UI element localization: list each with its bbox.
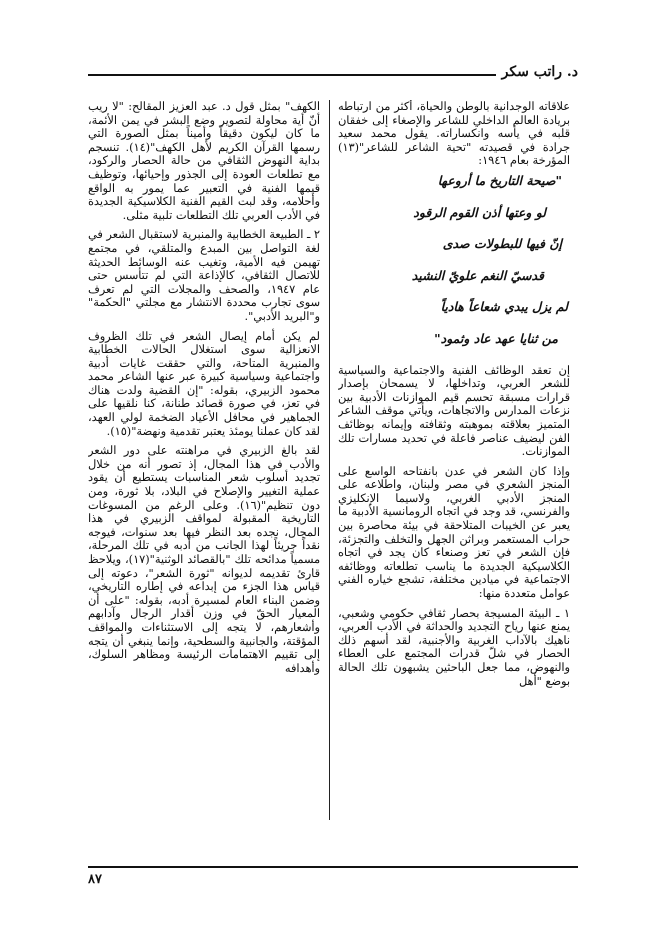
column-divider bbox=[329, 100, 330, 820]
footer-rule bbox=[88, 866, 578, 868]
header-rule bbox=[88, 74, 496, 76]
paragraph: لم يكن أمام إيصال الشعر في تلك الظروف الانعزالية سوى استغلال الحالات الخطابية والمنبرية المتاحة، والتي حققت غايات أدبية واجتماعية وسياسية كبيرة عبر عنها الشاعر محمد محمود الزبيري، بقوله: "إن القضية ولدت هناك في تعز، في صورة قصائد طنانة، كنا نلقيها على الجماهير في محافل الأعياد الضخمة لولي العهد، لقد كان عملنا يومئذ يعتبر تقدمية ونهضة"(١٥). bbox=[88, 329, 320, 438]
poem-line: لم يزل يبدي شعاعاً هادياً bbox=[440, 299, 568, 315]
header-author: د. راتب سكر bbox=[501, 64, 578, 80]
poem-block bbox=[338, 174, 570, 346]
poem-line: من ثنايا عهد عاد وثمود" bbox=[434, 330, 558, 346]
poem-line: "صيحة التاريخ ما أروعها bbox=[437, 172, 562, 188]
paragraph: الكهف" بمثل قول د. عبد العزيز المقالح: "لا ريب أنّ أية محاولة لتصوير وضع البشر في يمن الأئمة، ما كان ليكون دقيقاً وأميناً بمثل الصورة التي رسمها القرآن الكريم لأهل الكهف"(١٤). تنسجم بداية النهوض الثقافي من حالة الحصار والركود، مع تطلعات العودة إلى الجذور وإحيائها، وتوظيف قيمها الفنية في التعبير عما يمور به الواقع وأحلامه، وقد لبت القيم الفنية الكلاسيكية الجديدة في الأدب العربي تلك التطلعات تلبية مثلى. bbox=[88, 100, 320, 222]
left-column bbox=[88, 100, 320, 860]
paragraph: وإذا كان الشعر في عدن بانفتاحه الواسع على المنجز الشعري في مصر ولبنان، واطلاعه على المنجز الأدبي الغربي، ولاسيما الإنكليزي والفرنسي، قد وجد في اتجاه الرومانسية الأدبية ما يعبر عن الخيبات المتلاحقة في بيئة محاصرة بين حراب المستعمر وبراثن الجهل والتخلف والتجزئة، فإن الشعر في تعز وصنعاء كان يجد في اتجاه الكلاسيكية الجديدة ما يناسب تطلعاته ووظائفه الاجتماعية في ميادين مختلفة، تشجع خياره الفني عوامل متعددة منها: bbox=[338, 464, 570, 601]
paragraph: إن تعقد الوظائف الفنية والاجتماعية والسياسية للشعر العربي، وتداخلها، لا يسمحان بإصدار قرارات مسبقة تحسم قيم الموازنات الأدبية بين نزعات المدارس والاتجاهات، ويأتي موقف الشاعر المتميز بعلاقته بموهبته وثقافته وإيمانه بوظائف الفن ليضيف عناصر فاعلة في تحديد مسارات تلك الموازنات. bbox=[338, 363, 570, 459]
poem-line: لو وعتها أذن القوم الرقود bbox=[413, 204, 546, 220]
right-column bbox=[338, 100, 570, 860]
paragraph: علاقاته الوجدانية بالوطن والحياة، أكثر من ارتباطه بريادة العالم الداخلي للشاعر والإصغاء إلى خفقان قلبه في يأسه وانكساراته. يقول محمد سعيد جرادة في قصيدته "تحية الشاعر للشاعر"(١٣) المؤرخة بعام ١٩٤٦: bbox=[338, 100, 570, 168]
paragraph: ١ ـ البيئة المسيجة بحصار ثقافي حكومي وشعبي، يمنع عنها رياح التجديد والحداثة في الأدب العربي، ناهيك بالآداب الغربية والأجنبية، لقد أسهم ذلك الحصار في شلّ قدرات المجتمع على العطاء والنهوض، مما جعل الباحثين يشبهون تلك الحالة بوضع "أهل bbox=[338, 606, 570, 688]
paragraph: ٢ ـ الطبيعة الخطابية والمنبرية لاستقبال الشعر في لغة التواصل بين المبدع والمتلقي، في مجتمع تهيمن فيه الأمية، وتغيب عنه الوسائط الحديثة للاتصال الثقافي، كالإذاعة التي لم تتأسس حتى عام ١٩٤٧، والصحف والمجلات التي لم تعرف سوى تجارب محددة الانتشار مع مجلتي "الحكمة" و"البريد الأدبي". bbox=[88, 228, 320, 323]
poem-line: قدسيّ النغم علويّ النشيد bbox=[411, 267, 544, 283]
paragraph: لقد بالغ الزبيري في مراهنته على دور الشعر والأدب في هذا المجال، إذ تصور أنه من خلال تجديد أسلوب شعر المناسبات يستطيع أن يقود عملية التغيير والإصلاح في البلاد، بلا ثورة، ومن دون تنظيم"(١٦). وعلى الرغم من المسوغات التاريخية المقبولة لمواقف الزبيري في هذا المجال، نجده بعد النظر فيها بعد سنوات، فيوجه نقداً جريئاً لهذا الجانب من أدبه في تلك المرحلة، مسمياً مدائحه تلك "بالقصائد الوثنية"(١٧)، ويلاحظ قارئ تقديمه لديوانه "ثورة الشعر"، دعوته إلى قياس هذا الجزء من إبداعه في إطاره التاريخي، وضمن البناء العام لمسيرة أدبه، بقوله: "على أن المعيار الحقّ في وزن أقدار الرجال وآدابهم وأشعارهم، لا يتجه إلى الاستثناءات والمواقف المؤقتة، والجانبية والسطحية، وإنما ينبغي أن يتجه إلى تقييم الاهتمامات الرئيسة ومظاهر السلوك، وأهدافه bbox=[88, 444, 320, 675]
running-header bbox=[88, 64, 578, 86]
page-number: ٨٧ bbox=[88, 872, 102, 887]
poem-line: إنّ فيها للبطولات صدى bbox=[442, 236, 562, 252]
